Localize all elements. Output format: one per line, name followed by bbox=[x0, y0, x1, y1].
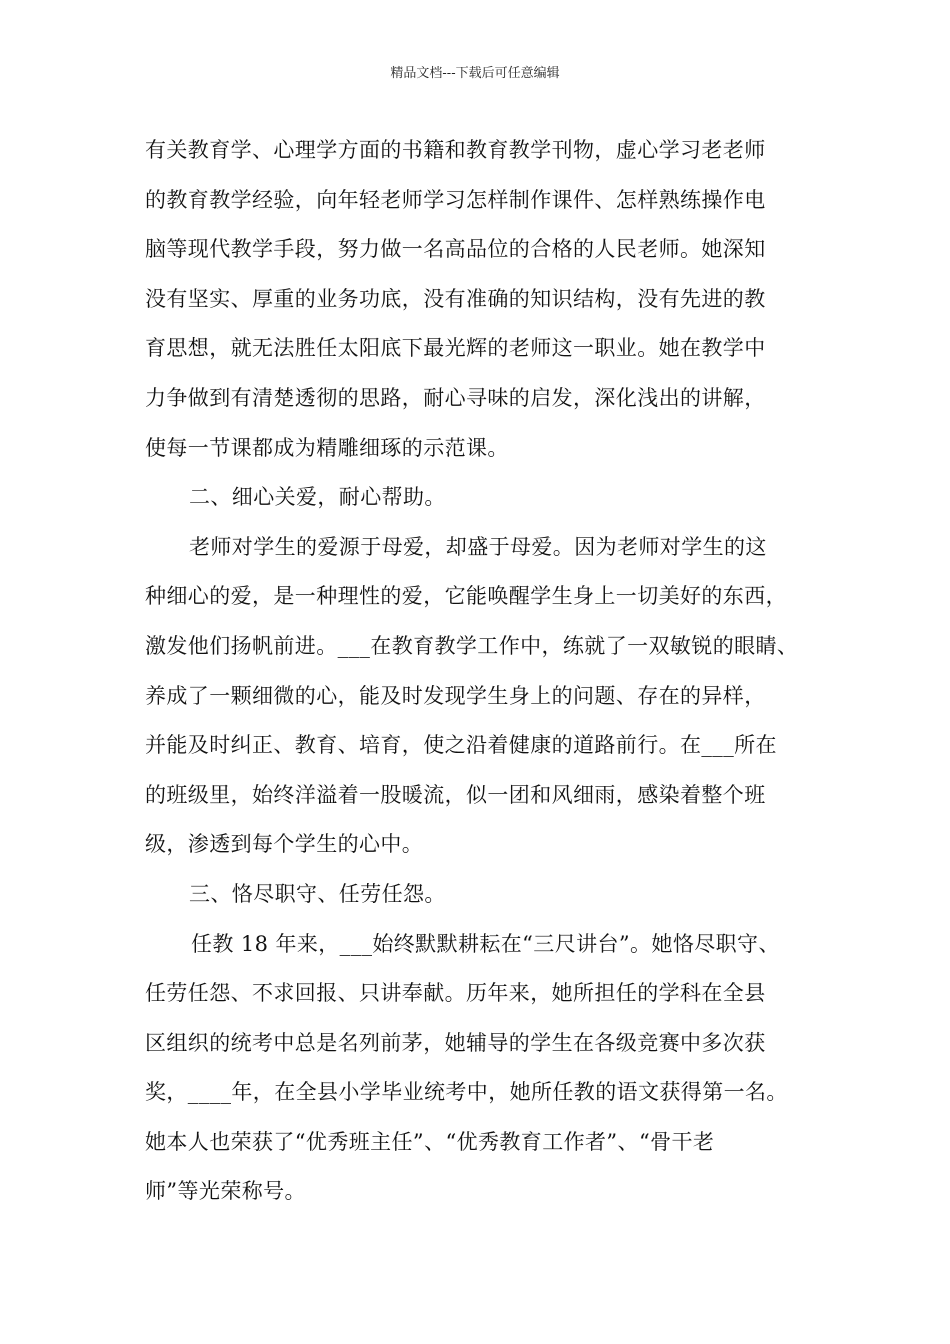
text-line: 的教育教学经验，向年轻老师学习怎样制作课件、怎样熟练操作电 bbox=[145, 187, 766, 212]
text-line: 的班级里，始终洋溢着一股暖流，似一团和风细雨，感染着整个班 bbox=[145, 782, 766, 807]
text-line: 级，渗透到每个学生的心中。 bbox=[145, 832, 424, 857]
paragraph-start-line: 任教 18 年来，___始终默默耕耘在“三尺讲台”。她恪尽职守、 bbox=[191, 931, 780, 956]
page-header: 精品文档---下载后可任意编辑 bbox=[390, 66, 560, 81]
text-line: 她本人也荣获了“优秀班主任”、“优秀教育工作者”、“骨干老 bbox=[145, 1129, 715, 1154]
text-line: 区组织的统考中总是名列前茅，她辅导的学生在各级竞赛中多次获 bbox=[145, 1030, 766, 1055]
paragraph-start-line: 老师对学生的爱源于母爱，却盛于母爱。因为老师对学生的这 bbox=[189, 534, 767, 559]
text-line: 养成了一颗细微的心，能及时发现学生身上的问题、存在的异样， bbox=[145, 683, 766, 708]
text-line: 并能及时纠正、教育、培育，使之沿着健康的道路前行。在___所在 bbox=[145, 733, 777, 758]
body-text bbox=[145, 126, 825, 1217]
text-line: 没有坚实、厚重的业务功底，没有准确的知识结构，没有先进的教 bbox=[145, 286, 766, 311]
text-line: 脑等现代教学手段，努力做一名高品位的合格的人民老师。她深知 bbox=[145, 237, 766, 262]
text-line: 激发他们扬帆前进。___在教育教学工作中，练就了一双敏锐的眼睛、 bbox=[145, 633, 799, 658]
text-line: 使每一节课都成为精雕细琢的示范课。 bbox=[145, 435, 509, 460]
text-line: 育思想，就无法胜任太阳底下最光辉的老师这一职业。她在教学中 bbox=[145, 336, 766, 361]
text-line: 种细心的爱，是一种理性的爱，它能唤醒学生身上一切美好的东西， bbox=[145, 584, 787, 609]
section-heading: 三、恪尽职守、任劳任怨。 bbox=[189, 881, 446, 906]
text-line: 有关教育学、心理学方面的书籍和教育教学刊物，虚心学习老老师 bbox=[145, 138, 766, 162]
text-line: 奖，____年，在全县小学毕业统考中，她所任教的语文获得第一名。 bbox=[145, 1080, 788, 1105]
text-line: 任劳任怨、不求回报、只讲奉献。历年来，她所担任的学科在全县 bbox=[145, 981, 766, 1006]
text-line: 力争做到有清楚透彻的思路，耐心寻味的启发，深化浅出的讲解， bbox=[145, 385, 766, 410]
text-line: 师”等光荣称号。 bbox=[145, 1179, 306, 1204]
section-heading: 二、细心关爱，耐心帮助。 bbox=[189, 485, 446, 510]
